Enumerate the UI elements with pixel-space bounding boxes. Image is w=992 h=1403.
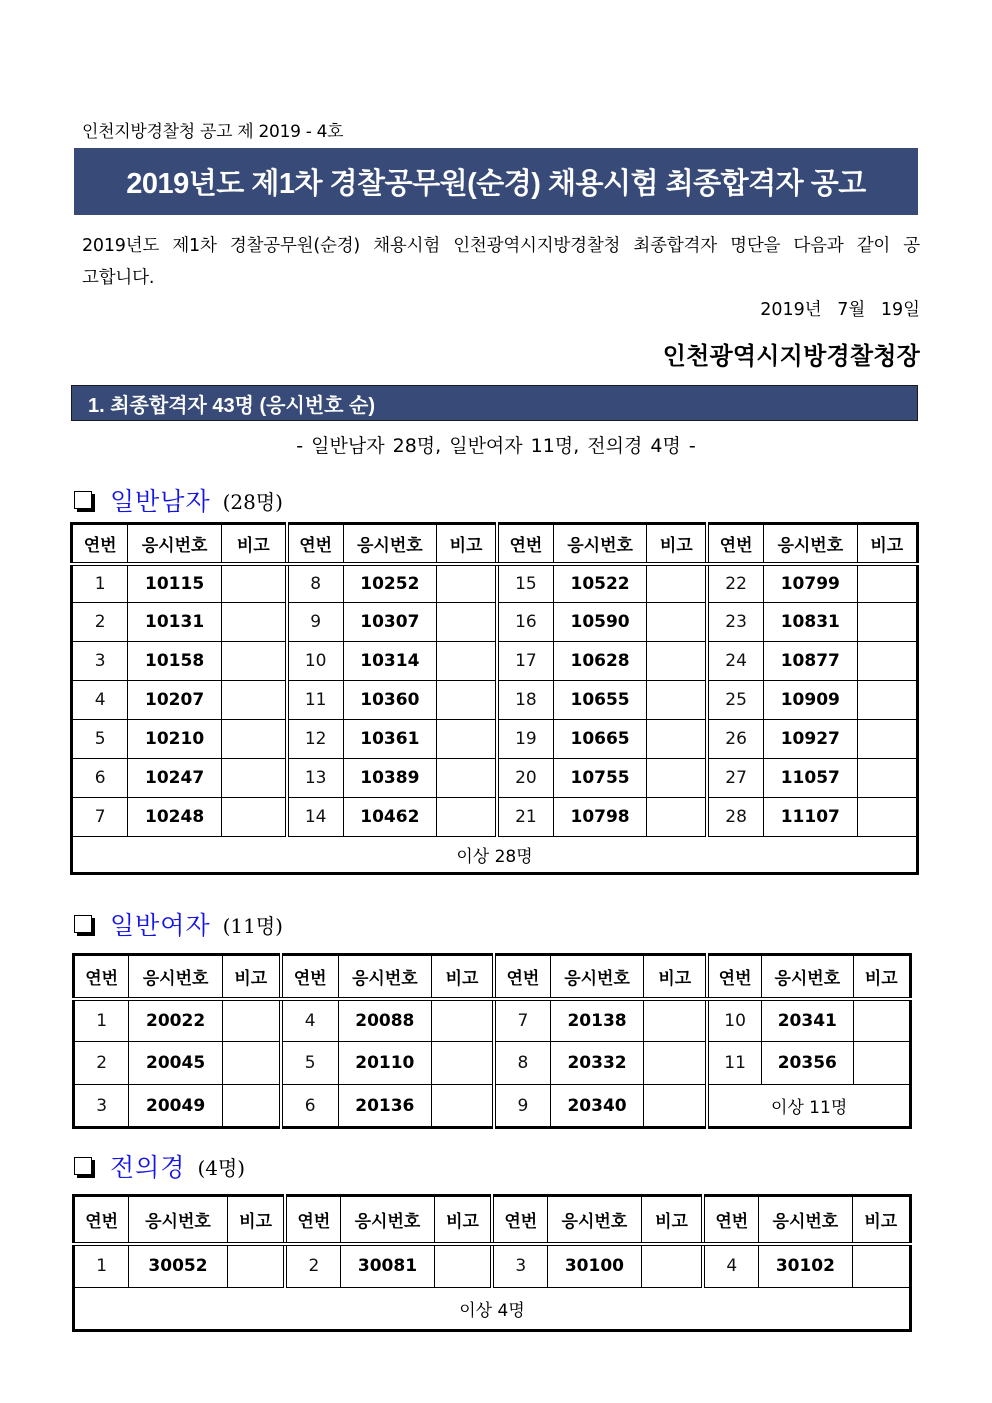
cell-seq: 11 — [707, 1042, 761, 1085]
cell-seq: 25 — [707, 681, 763, 720]
cell-exam-number: 20356 — [762, 1042, 854, 1085]
cell-seq: 8 — [494, 1042, 550, 1085]
table-row — [72, 681, 918, 720]
cell-remark — [853, 999, 910, 1042]
cell-remark — [641, 1244, 703, 1288]
group-name: 일반남자 — [110, 487, 211, 516]
header-seq: 연번 — [287, 524, 343, 564]
roster-table-conscript — [72, 1194, 912, 1332]
cell-exam-number: 10462 — [343, 798, 437, 837]
group-count: (4명) — [197, 1155, 246, 1180]
checkbox-square-icon — [74, 1157, 92, 1175]
table-row — [72, 798, 918, 837]
header-seq: 연번 — [497, 524, 553, 564]
cell-seq: 10 — [287, 642, 343, 681]
cell-exam-number: 10755 — [553, 759, 647, 798]
section-summary: - 일반남자 28명, 일반여자 11명, 전의경 4명 - — [296, 435, 696, 457]
cell-seq: 7 — [494, 999, 550, 1042]
cell-remark — [432, 999, 494, 1042]
header-remark: 비고 — [644, 955, 707, 999]
cell-seq: 5 — [72, 720, 128, 759]
header-exam-number: 응시번호 — [548, 1196, 641, 1244]
cell-remark — [857, 720, 917, 759]
cell-remark — [644, 1085, 707, 1128]
header-seq: 연번 — [285, 1196, 340, 1244]
cell-seq: 22 — [707, 564, 763, 603]
cell-seq: 1 — [74, 999, 129, 1042]
header-seq: 연번 — [707, 524, 763, 564]
cell-seq: 17 — [497, 642, 553, 681]
cell-seq: 9 — [494, 1085, 550, 1128]
cell-remark — [221, 564, 286, 603]
cell-remark — [221, 759, 286, 798]
cell-seq: 1 — [72, 564, 128, 603]
header-remark: 비고 — [434, 1196, 492, 1244]
group-title-female — [74, 906, 283, 942]
total-count-cell: 이상 4명 — [74, 1288, 911, 1331]
cell-exam-number: 20088 — [338, 999, 432, 1042]
cell-exam-number: 10927 — [764, 720, 858, 759]
cell-remark — [647, 681, 707, 720]
cell-seq: 5 — [281, 1042, 338, 1085]
cell-seq: 4 — [281, 999, 338, 1042]
cell-seq: 3 — [492, 1244, 547, 1288]
table-row — [72, 720, 918, 759]
cell-exam-number: 10877 — [764, 642, 858, 681]
cell-remark — [857, 603, 917, 642]
cell-remark — [221, 798, 286, 837]
header-remark: 비고 — [432, 955, 494, 999]
group-name: 일반여자 — [110, 911, 211, 940]
cell-seq: 12 — [287, 720, 343, 759]
cell-remark — [647, 798, 707, 837]
issuer-name: 인천광역시지방경찰청장 — [662, 342, 920, 370]
table-row — [72, 564, 918, 603]
table-header-row — [74, 1196, 911, 1244]
cell-seq: 18 — [497, 681, 553, 720]
header-exam-number: 응시번호 — [129, 1196, 227, 1244]
cell-seq: 3 — [72, 642, 128, 681]
cell-exam-number: 30081 — [341, 1244, 434, 1288]
page-title: 2019년도 제1차 경찰공무원(순경) 채용시험 최종합격자 공고 — [126, 168, 866, 200]
header-seq: 연번 — [492, 1196, 547, 1244]
cell-remark — [437, 603, 497, 642]
header-exam-number: 응시번호 — [129, 955, 223, 999]
group-count: (11명) — [222, 913, 283, 938]
cell-exam-number: 10590 — [553, 603, 647, 642]
cell-seq: 10 — [707, 999, 761, 1042]
header-remark: 비고 — [853, 955, 910, 999]
cell-remark — [437, 681, 497, 720]
header-remark: 비고 — [221, 524, 286, 564]
cell-exam-number: 30100 — [548, 1244, 641, 1288]
cell-exam-number: 30102 — [759, 1244, 852, 1288]
header-exam-number: 응시번호 — [338, 955, 432, 999]
page-title-banner — [74, 148, 918, 215]
header-exam-number: 응시번호 — [550, 955, 644, 999]
cell-remark — [857, 642, 917, 681]
table-header-row — [74, 955, 911, 999]
cell-remark — [432, 1085, 494, 1128]
cell-remark — [437, 720, 497, 759]
cell-exam-number: 10360 — [343, 681, 437, 720]
cell-exam-number: 10158 — [128, 642, 222, 681]
cell-exam-number: 20341 — [762, 999, 854, 1042]
cell-remark — [647, 720, 707, 759]
cell-seq: 2 — [74, 1042, 129, 1085]
cell-seq: 2 — [285, 1244, 340, 1288]
cell-remark — [644, 1042, 707, 1085]
header-seq: 연번 — [494, 955, 550, 999]
cell-remark — [221, 720, 286, 759]
table-row — [72, 642, 918, 681]
cell-exam-number: 10831 — [764, 603, 858, 642]
cell-remark — [857, 759, 917, 798]
cell-remark — [222, 1085, 280, 1128]
cell-exam-number: 10247 — [128, 759, 222, 798]
table-row — [72, 759, 918, 798]
header-exam-number: 응시번호 — [553, 524, 647, 564]
cell-seq: 27 — [707, 759, 763, 798]
cell-remark — [857, 681, 917, 720]
cell-seq: 28 — [707, 798, 763, 837]
header-exam-number: 응시번호 — [759, 1196, 852, 1244]
header-remark: 비고 — [641, 1196, 703, 1244]
cell-exam-number: 10665 — [553, 720, 647, 759]
cell-exam-number: 20138 — [550, 999, 644, 1042]
cell-remark — [437, 759, 497, 798]
cell-exam-number: 11107 — [764, 798, 858, 837]
cell-remark — [853, 1042, 910, 1085]
cell-exam-number: 20022 — [129, 999, 223, 1042]
cell-exam-number: 10115 — [128, 564, 222, 603]
header-seq: 연번 — [72, 524, 128, 564]
table-row — [74, 999, 911, 1042]
header-seq: 연번 — [707, 955, 761, 999]
cell-seq: 9 — [287, 603, 343, 642]
header-seq: 연번 — [281, 955, 338, 999]
group-name: 전의경 — [110, 1153, 186, 1182]
table-row — [74, 1244, 911, 1288]
cell-remark — [644, 999, 707, 1042]
cell-exam-number: 20049 — [129, 1085, 223, 1128]
cell-remark — [647, 759, 707, 798]
cell-remark — [222, 1042, 280, 1085]
header-remark: 비고 — [437, 524, 497, 564]
cell-seq: 20 — [497, 759, 553, 798]
cell-seq: 11 — [287, 681, 343, 720]
cell-seq: 1 — [74, 1244, 129, 1288]
header-remark: 비고 — [857, 524, 917, 564]
cell-seq: 13 — [287, 759, 343, 798]
intro-paragraph: 2019년도 제1차 경찰공무원(순경) 채용시험 인천광역시지방경찰청 최종합격자 명단을 다음과 같이 공고합니다. — [82, 236, 920, 288]
cell-remark — [647, 642, 707, 681]
cell-remark — [221, 603, 286, 642]
checkbox-square-icon — [74, 491, 92, 509]
section-heading — [71, 385, 918, 421]
cell-exam-number: 30052 — [129, 1244, 227, 1288]
cell-exam-number: 10909 — [764, 681, 858, 720]
cell-seq: 26 — [707, 720, 763, 759]
header-remark: 비고 — [222, 955, 280, 999]
cell-remark — [432, 1042, 494, 1085]
section-heading-text: 1. 최종합격자 43명 (응시번호 순) — [88, 394, 375, 417]
cell-exam-number: 10655 — [553, 681, 647, 720]
cell-exam-number: 10248 — [128, 798, 222, 837]
cell-remark — [437, 642, 497, 681]
table-row — [72, 603, 918, 642]
table-row — [74, 1042, 911, 1085]
cell-exam-number: 10210 — [128, 720, 222, 759]
header-remark: 비고 — [852, 1196, 910, 1244]
cell-seq: 2 — [72, 603, 128, 642]
header-exam-number: 응시번호 — [762, 955, 854, 999]
header-exam-number: 응시번호 — [341, 1196, 434, 1244]
cell-seq: 14 — [287, 798, 343, 837]
cell-remark — [437, 798, 497, 837]
cell-exam-number: 11057 — [764, 759, 858, 798]
cell-seq: 6 — [281, 1085, 338, 1128]
cell-exam-number: 10798 — [553, 798, 647, 837]
checkbox-square-icon — [74, 915, 92, 933]
cell-exam-number: 10207 — [128, 681, 222, 720]
cell-exam-number: 10307 — [343, 603, 437, 642]
table-row — [74, 1085, 911, 1128]
header-seq: 연번 — [74, 1196, 129, 1244]
cell-exam-number: 20136 — [338, 1085, 432, 1128]
header-exam-number: 응시번호 — [343, 524, 437, 564]
cell-seq: 15 — [497, 564, 553, 603]
header-remark: 비고 — [227, 1196, 285, 1244]
table-header-row — [72, 524, 918, 564]
cell-exam-number: 10131 — [128, 603, 222, 642]
cell-seq: 21 — [497, 798, 553, 837]
cell-remark — [227, 1244, 285, 1288]
cell-remark — [434, 1244, 492, 1288]
cell-exam-number: 10389 — [343, 759, 437, 798]
cell-remark — [857, 798, 917, 837]
header-remark: 비고 — [647, 524, 707, 564]
cell-seq: 3 — [74, 1085, 129, 1128]
cell-remark — [852, 1244, 910, 1288]
cell-remark — [437, 564, 497, 603]
cell-exam-number: 10252 — [343, 564, 437, 603]
cell-remark — [222, 999, 280, 1042]
cell-seq: 4 — [72, 681, 128, 720]
cell-seq: 7 — [72, 798, 128, 837]
cell-exam-number: 10628 — [553, 642, 647, 681]
cell-seq: 23 — [707, 603, 763, 642]
header-seq: 연번 — [703, 1196, 758, 1244]
cell-exam-number: 20340 — [550, 1085, 644, 1128]
cell-seq: 8 — [287, 564, 343, 603]
notice-number: 인천지방경찰청 공고 제 2019 - 4호 — [82, 122, 344, 142]
total-row — [72, 837, 918, 874]
cell-remark — [221, 681, 286, 720]
cell-exam-number: 10361 — [343, 720, 437, 759]
cell-exam-number: 10314 — [343, 642, 437, 681]
total-row — [74, 1288, 911, 1331]
group-title-male — [74, 482, 283, 518]
cell-exam-number: 10522 — [553, 564, 647, 603]
cell-exam-number: 20045 — [129, 1042, 223, 1085]
cell-remark — [647, 564, 707, 603]
announcement-date: 2019년 7월 19일 — [760, 300, 920, 320]
header-seq: 연번 — [74, 955, 129, 999]
header-exam-number: 응시번호 — [764, 524, 858, 564]
header-exam-number: 응시번호 — [128, 524, 222, 564]
group-count: (28명) — [222, 489, 283, 514]
cell-exam-number: 10799 — [764, 564, 858, 603]
cell-remark — [647, 603, 707, 642]
group-title-conscript — [74, 1148, 245, 1184]
total-count-cell: 이상 28명 — [72, 837, 918, 874]
cell-seq: 19 — [497, 720, 553, 759]
roster-table-male — [70, 522, 919, 875]
cell-seq: 16 — [497, 603, 553, 642]
total-count-cell: 이상 11명 — [707, 1085, 910, 1128]
cell-seq: 4 — [703, 1244, 758, 1288]
cell-seq: 24 — [707, 642, 763, 681]
cell-seq: 6 — [72, 759, 128, 798]
cell-exam-number: 20110 — [338, 1042, 432, 1085]
cell-remark — [221, 642, 286, 681]
cell-remark — [857, 564, 917, 603]
cell-exam-number: 20332 — [550, 1042, 644, 1085]
roster-table-female — [72, 953, 912, 1129]
